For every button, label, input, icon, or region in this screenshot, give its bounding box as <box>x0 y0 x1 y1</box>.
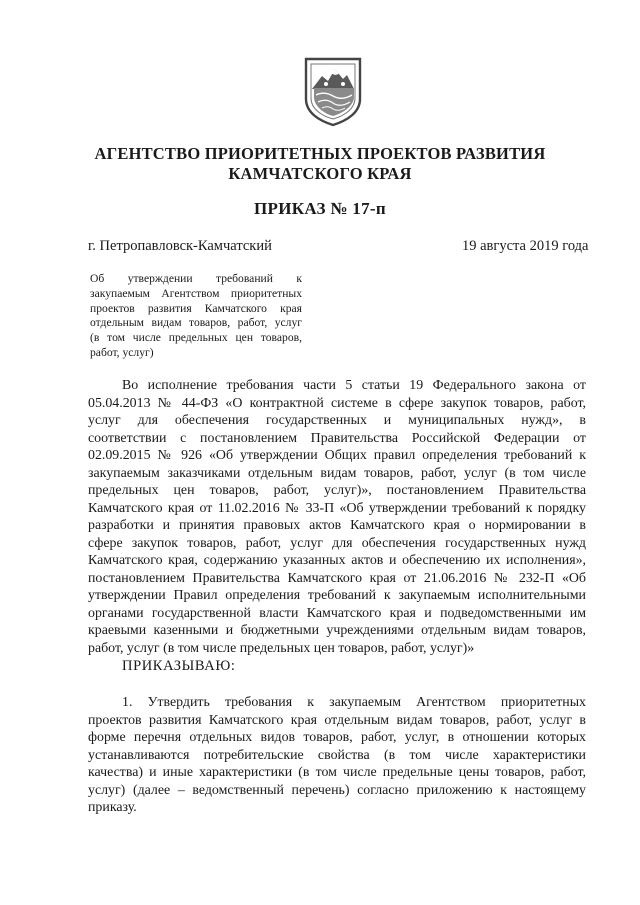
item-line: приказу. <box>88 800 137 815</box>
subject-line: отдельным видам товаров, работ, услуг <box>90 316 302 330</box>
item-line: качества) и иные характеристики (в том числе предельные цены товаров, работ, <box>88 765 586 780</box>
subject-line: проектов развития Камчатского края <box>90 301 302 315</box>
preamble-line: соответствии с постановлением Правительства Российской Федерации от <box>88 430 586 446</box>
item-line: форме перечня отдельных видов товаров, работ, услуг, в отношении которых <box>88 730 586 745</box>
preamble-line: закупаемым заказчиками отдельным видам товаров, работ, услуг (в том числе <box>88 465 586 481</box>
agency-name-line1: АГЕНТСТВО ПРИОРИТЕТНЫХ ПРОЕКТОВ РАЗВИТИЯ <box>94 144 546 163</box>
order-date: 19 августа 2019 года <box>462 238 589 254</box>
item-line: устанавливаются потребительские свойства (в том числе характеристики <box>88 747 586 763</box>
order-city: г. Петропавловск-Камчатский <box>88 238 272 254</box>
decree-word: ПРИКАЗЫВАЮ: <box>122 658 236 674</box>
item-line: услуг) (далее – ведомственный перечень) согласно приложению к настоящему <box>88 782 586 798</box>
preamble-line: 02.09.2015 № 926 «Об утверждении Общих правил определения требований к <box>88 448 586 463</box>
preamble-line: постановлением Правительства Камчатского края от 21.06.2016 № 232-П «Об <box>88 570 586 586</box>
order-subject <box>90 272 302 361</box>
agency-name-line2: КАМЧАТСКОГО КРАЯ <box>228 164 412 183</box>
order-item-1 <box>88 694 586 817</box>
preamble-line: краевыми казенными и бюджетными учреждениями отдельным видам товаров, <box>88 623 586 638</box>
preamble-line: предельных цен товаров, работ, услуг)», постановлением Правительства <box>88 483 586 498</box>
preamble-line: Камчатского края, содержанию указанных актов и обеспечению их исполнения», <box>88 553 586 568</box>
preamble-line: Камчатского края от 11.02.2016 № 33-П «Об утверждении требований к порядку <box>88 500 586 516</box>
preamble-paragraph <box>88 377 586 657</box>
subject-line: (в том числе предельных цен товаров, <box>90 331 302 345</box>
preamble-line: работ, услуг (в том числе предельных цен товаров, работ, услуг)» <box>88 640 475 656</box>
preamble-line: 05.04.2013 № 44-ФЗ «О контрактной системе в сфере закупок товаров, работ, <box>88 395 586 411</box>
coat-of-arms-icon <box>302 55 364 127</box>
preamble-line: разработки и принятия правовых актов Камчатского края о нормировании в <box>88 518 586 533</box>
subject-line: Об утверждении требований к <box>90 272 302 285</box>
subject-line: работ, услуг) <box>90 345 154 359</box>
preamble-line: Во исполнение требования части 5 статьи 19 Федерального закона от <box>122 378 586 393</box>
item-line: 1. Утвердить требования к закупаемым Агентством приоритетных <box>122 695 586 710</box>
subject-line: закупаемым Агентством приоритетных <box>90 286 302 300</box>
order-title: ПРИКАЗ № 17-п <box>254 199 386 218</box>
preamble-line: утверждении Правил определения требований к закупаемым исполнительными <box>88 588 586 603</box>
item-line: проектов развития Камчатского края отдельным видам товаров, работ, услуг в <box>88 712 586 728</box>
preamble-line: сфере закупок товаров, работ, услуг для обеспечения государственных нужд <box>88 535 586 551</box>
preamble-line: органами государственной власти Камчатского края и подведомственными им <box>88 605 586 621</box>
preamble-line: услуг для обеспечения государственных и муниципальных нужд», в <box>88 413 586 428</box>
